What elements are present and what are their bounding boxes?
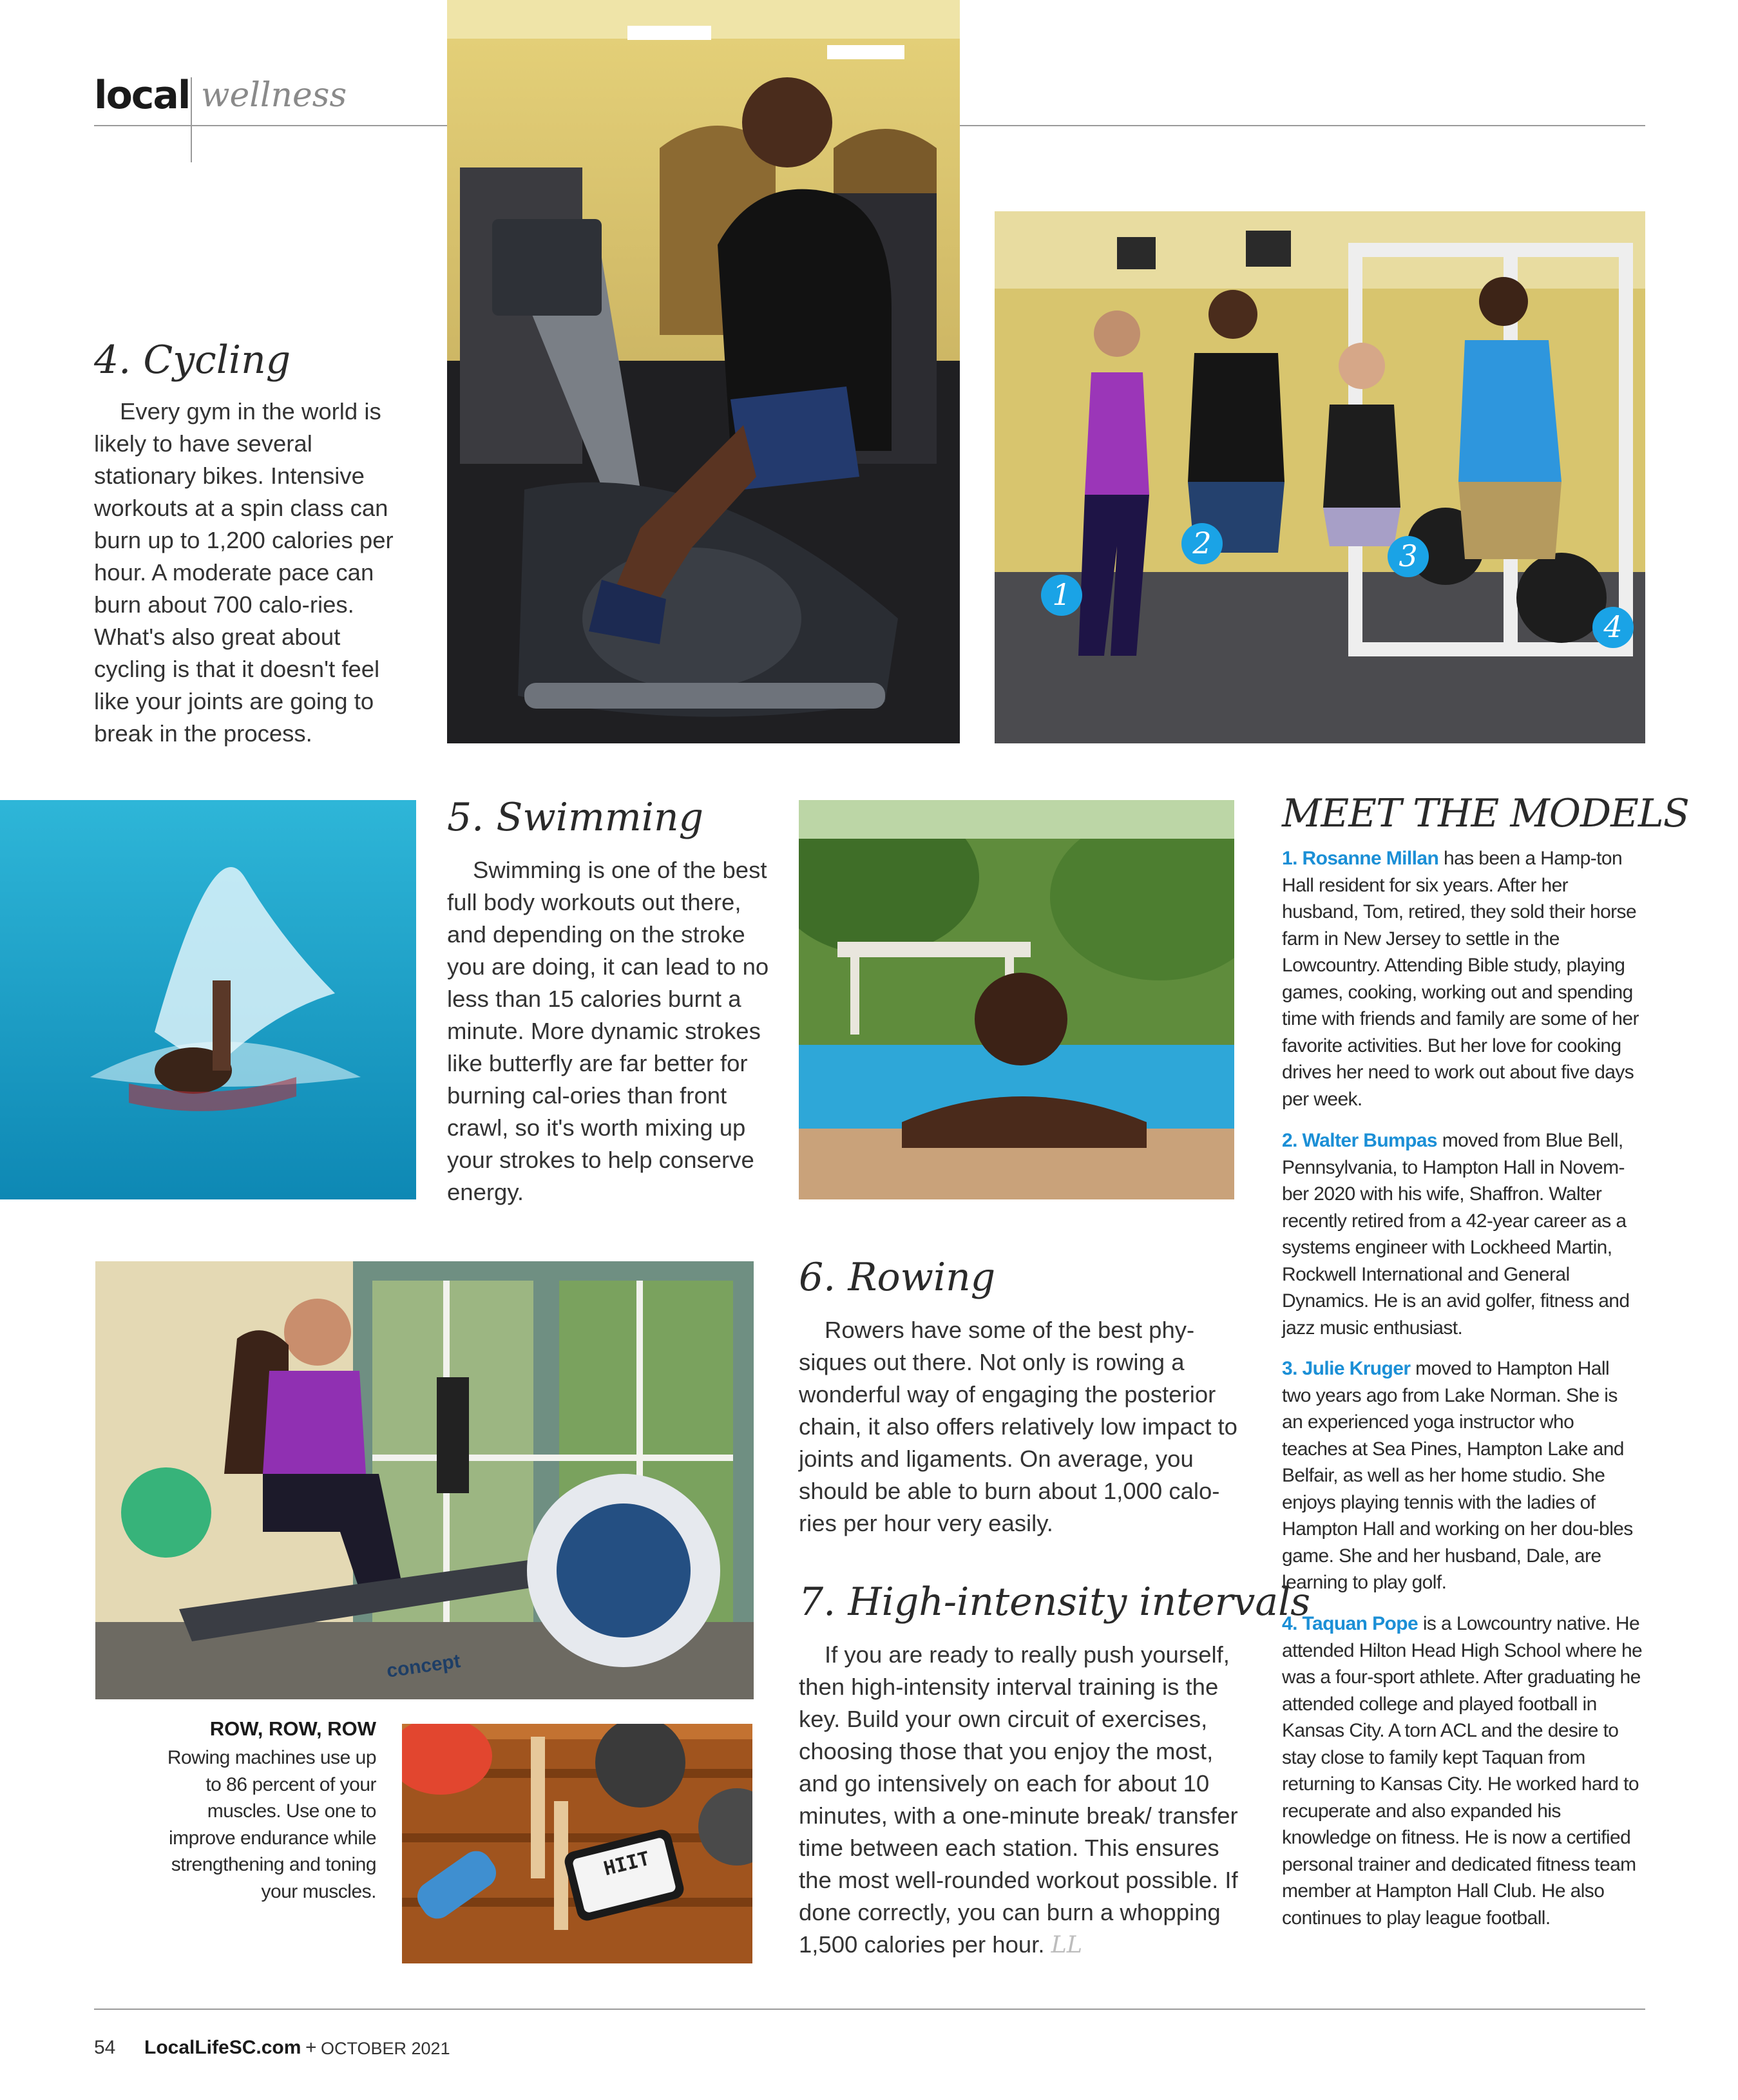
footer-rule xyxy=(94,2009,1645,2010)
bio-taquan-pope: 4. Taquan Pope is a Lowcountry native. He attended Hilton Head High School where he was a four-sport athlete. After graduating he attended college and played football in Kansas City. A torn ACL and the desire to stay close to family kept Taquan from returning to Kansas City. He worked hard to recuperate and also expanded his knowledge on fitness. He is now a certified personal trainer and dedicated fitness team member at Hampton Hall Club. He also continues to play league football. xyxy=(1282,1613,1643,1929)
caption-body: Rowing machines use up to 86 percent of your muscles. Use one to improve endurance while strengthening and toning your muscles. xyxy=(167,1747,376,1902)
photo-rowing xyxy=(95,1261,754,1699)
bio-julie-kruger: 3. Julie Kruger moved to Hampton Hall two years ago from Lake Norman. She is an experienced yoga instructor who teaches at Sea Pines, Hampton Lake and Belfair, as well as her home studio. She enjoys playing tennis with the ladies of Hampton Hall and working on her dou-bles game. She and her husband, Dale, are learning to play golf. xyxy=(1282,1358,1633,1593)
body-hiit: If you are ready to really push yourself, then high-intensity interval training is the key. Build your own circuit of exercises, choosing those that you enjoy the most, and go intensively on each for about 10 minutes, with a one-minute break/ transfer time between each station. This ensures the most well-rounded workout possible. If done correctly, you can burn a whopping 1,500 calories per hour. LL xyxy=(799,1641,1238,1958)
model-badge-3: 3 xyxy=(1388,536,1429,577)
photo-cycling xyxy=(447,0,960,743)
signoff-mark: LL xyxy=(1051,1931,1083,1958)
header-divider xyxy=(191,77,192,162)
header-rule-left xyxy=(94,125,447,126)
footer-separator: + xyxy=(305,2037,317,2058)
model-badge-4: 4 xyxy=(1592,607,1634,648)
heading-cycling: 4. Cycling xyxy=(94,338,291,383)
body-rowing: Rowers have some of the best phy-siques out there. Not only is rowing a wonderful way of engaging the posterior chain, it also offers relatively low impact to joints and ligaments. On average, you should be able to burn about 1,000 calo-ries per hour very easily. xyxy=(799,1317,1237,1536)
photo-swimmer xyxy=(0,800,416,1199)
heading-hiit: 7. High-intensity intervals xyxy=(799,1580,1311,1625)
bio-walter-bumpas: 2. Walter Bumpas moved from Blue Bell, Pennsylvania, to Hampton Hall in Novem-ber 2020 with his wife, Shaffron. Walter recently retired from a 42-year career as a systems engineer with Lockheed Martin, Rockwell International and General Dynamics. He is an avid golfer, fitness and jazz music enthusiast. xyxy=(1282,1130,1630,1339)
caption-title: ROW, ROW, ROW xyxy=(209,1717,376,1740)
rower-brand-label: concept xyxy=(385,1650,462,1682)
model-badge-2: 2 xyxy=(1181,523,1223,564)
photo-hiit-equipment xyxy=(402,1724,752,1963)
body-swimming: Swimming is one of the best full body workouts out there, and depending on the stroke you are doing, it can lead to no less than 15 calories burnt a minute. More dynamic strokes like butterfly are far better for burning cal-ories than front crawl, so it's worth mixing up your strokes to help conserve energy. xyxy=(447,857,769,1205)
footer-issue: OCTOBER 2021 xyxy=(321,2039,450,2058)
section-label: wellness xyxy=(201,76,347,115)
bio-name-taquan: 4. Taquan Pope xyxy=(1282,1613,1418,1634)
heading-rowing: 6. Rowing xyxy=(799,1255,996,1300)
photo-models-group xyxy=(995,211,1645,743)
bio-name-rosanne: 1. Rosanne Millan xyxy=(1282,848,1439,869)
brand-logo: local xyxy=(94,73,190,118)
bio-rosanne-millan: 1. Rosanne Millan has been a Hamp-ton Hall resident for six years. After her husband, Tom, retired, they sold their horse farm in New Jersey to settle in the Lowcountry. Attending Bible study, playing games, cooking, working out and spending time with friends and family are some of her favorite activities. But her love for cooking drives her need to work out about five days per week. xyxy=(1282,848,1639,1110)
bio-name-walter: 2. Walter Bumpas xyxy=(1282,1130,1438,1151)
phone-screen-label: HIIT xyxy=(601,1847,653,1881)
photo-pool-edge xyxy=(799,800,1234,1199)
header-rule-right xyxy=(960,125,1645,126)
body-cycling: Every gym in the world is likely to have several stationary bikes. Intensive workouts at a spin class can burn up to 1,200 calories per hour. A moderate pace can burn about 700 calo-ries. What's also great about cycling is that it doesn't feel like your joints are going to break in the process. xyxy=(94,398,394,747)
model-badge-1: 1 xyxy=(1041,575,1082,616)
footer-site[interactable]: LocalLifeSC.com xyxy=(144,2037,301,2058)
heading-meet-models: MEET THE MODELS xyxy=(1282,791,1689,836)
page-number: 54 xyxy=(94,2037,116,2058)
bio-name-julie: 3. Julie Kruger xyxy=(1282,1358,1411,1379)
heading-swimming: 5. Swimming xyxy=(447,795,703,840)
